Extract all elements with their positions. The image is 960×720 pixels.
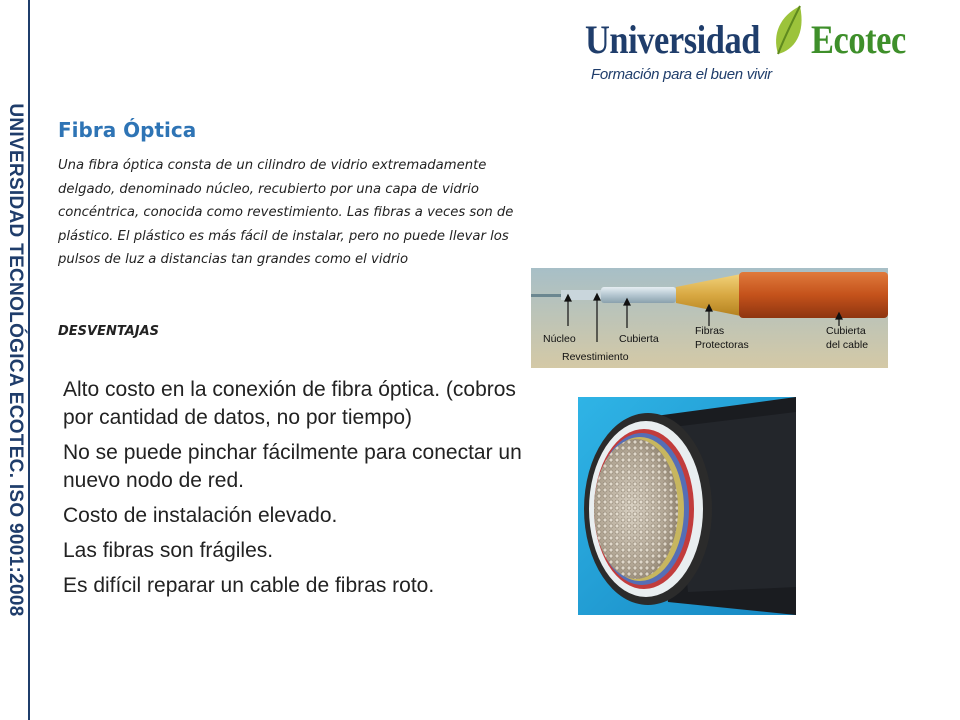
label-del-cable: del cable xyxy=(826,339,869,351)
logo-word-ecotec: Ecotec xyxy=(811,17,906,62)
label-fibras: Fibras xyxy=(695,325,725,337)
label-cubierta: Cubierta xyxy=(619,333,659,345)
label-revestimiento: Revestimiento xyxy=(562,351,629,363)
logo-tagline: Formación para el buen vivir xyxy=(591,66,772,83)
sidebar-banner xyxy=(0,0,30,720)
label-protectoras: Protectoras xyxy=(695,339,749,351)
label-cubierta-cable: Cubierta xyxy=(826,325,866,337)
sidebar-text: UNIVERSIDAD TECNOLÓGICA ECOTEC. ISO 9001:2008 xyxy=(5,103,26,617)
coating-layer xyxy=(601,287,676,303)
list-item: No se puede pinchar fácilmente para conectar un nuevo nodo de red. xyxy=(63,441,522,492)
leaf-icon xyxy=(770,4,810,58)
fiber-layers-diagram xyxy=(531,268,888,368)
cable-cross-section-photo xyxy=(578,397,796,615)
list-item: Costo de instalación elevado. xyxy=(63,504,338,527)
cable-jacket xyxy=(739,272,888,318)
list-item: Alto costo en la conexión de fibra óptica. (cobros por cantidad de datos, no por tiempo) xyxy=(63,378,516,429)
list-item: Las fibras son frágiles. xyxy=(63,539,274,562)
list-item: Es difícil reparar un cable de fibras roto. xyxy=(63,574,435,597)
page-title: Fibra Óptica xyxy=(58,118,197,142)
section-heading: DESVENTAJAS xyxy=(58,324,160,339)
label-nucleo: Núcleo xyxy=(543,333,576,345)
disadvantages-list xyxy=(63,376,523,607)
university-logo xyxy=(585,4,955,96)
logo-word-universidad: Universidad xyxy=(585,17,760,62)
intro-paragraph: Una fibra óptica consta de un cilindro de vidrio extremadamente delgado, denominado núcleo, recubierto por una capa de vidrio concéntrica, conocida como revestimiento. Las fibras a veces son de plástico. El plástico es más fácil de instalar, pero no puede llevar los pulsos de luz a distancias tan grandes como el vidrio xyxy=(58,158,514,267)
